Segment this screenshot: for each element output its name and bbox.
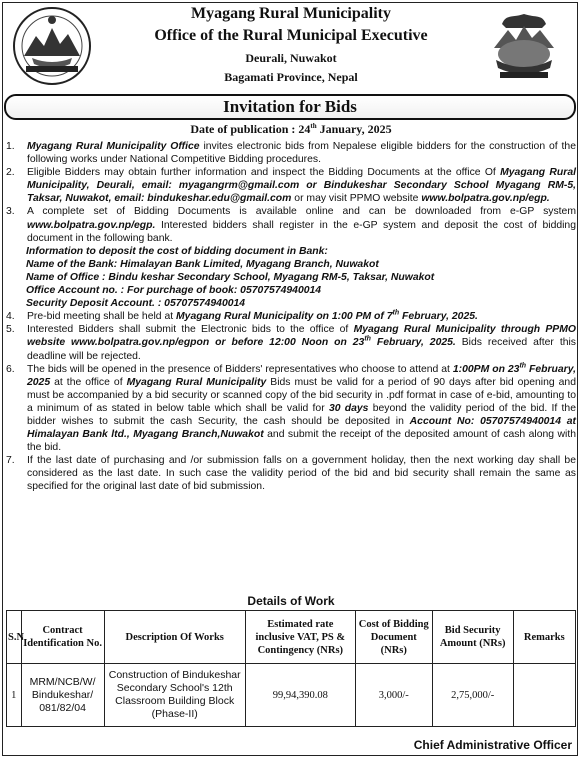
- list-item: 3. A complete set of Bidding Documents is available online and can be downloaded from e-GP system www.bolpatra.gov.np/egp. Interested bidders shall register in the e-GP system and deposit the cost of bidding document in the following bank.: [6, 206, 576, 244]
- province-line: Bagamati Province, Nepal: [224, 70, 358, 84]
- works-table: [6, 610, 576, 727]
- list-item: 4. Pre-bid meeting shall be held at Myagang Rural Municipality on 1:00 PM of 7th February, 2025.: [6, 309, 478, 323]
- title-banner: [4, 94, 576, 120]
- table-cell: [513, 664, 575, 727]
- column-header: S.N: [7, 611, 22, 664]
- table-cell: Construction of Bindukeshar Secondary School's 12th Classroom Building Block (Phase-II): [104, 664, 245, 727]
- letterhead: [0, 4, 582, 85]
- banner-title: Invitation for Bids: [223, 97, 357, 116]
- notice-body: [6, 140, 576, 494]
- signatory: Chief Administrative Officer: [413, 738, 572, 752]
- table-cell: 3,000/-: [355, 664, 432, 727]
- column-header: Remarks: [513, 611, 575, 664]
- address-line: Deurali, Nuwakot: [245, 51, 337, 65]
- column-header: Estimated rate inclusive VAT, PS & Contingency (NRs): [245, 611, 355, 664]
- list-item: 1. Myagang Rural Municipality Office invites electronic bids from Nepalese eligible bidders for the construction of the following works under National Competitive Bidding procedures.: [6, 141, 576, 166]
- table-cell: 99,94,390.08: [245, 664, 355, 727]
- column-header: Cost of Bidding Document (NRs): [355, 611, 432, 664]
- table-row: [7, 664, 576, 727]
- table-cell: 1: [7, 664, 22, 727]
- list-item: 6. The bids will be opened in the presence of Bidders' representatives who choose to attend at 1:00PM on 23th February, 2025 at the office of Myagang Rural Municipality Bids must be valid for a period of 90 days after bid opening and must be accompanied by a bid security or scanned copy of the bid security in .pdf format in case of e-bid, amounting to a minimum of as stated in below table which shall be valid for 30 days beyond the validity period of the bid. If the bidder wishes to submit the cash Security, the cash should be deposited in Account No: 05707574940014 at Himalayan Bank ltd., Myagang Branch,Nuwakot and submit the receipt of the deposited amount of cash along with the bid.: [6, 362, 577, 454]
- list-item: 5. Interested Bidders shall submit the Electronic bids to the office of Myagang Rural Municipality through PPMO website www.bolpatra.gov.np/egpon or before 12:00 Noon on 23th February, 2025. Bids received after this deadline will be rejected.: [6, 324, 576, 362]
- list-item: 7. If the last date of purchasing and /or submission falls on a government holiday, then the next working day shall be considered as the last date. In such case the validity period of the bid and bid security shall remain the same as specified for the original last date of bid submission.: [6, 455, 576, 493]
- column-header: Bid Security Amount (NRs): [432, 611, 513, 664]
- bank-details: Information to deposit the cost of bidding document in Bank: Name of the Bank: Himalayan Bank Limited, Myagang Branch, Nuwakot Name of Office : Bindu keshar Secondary School, Myagang RM-5, Taksar, Nuwakot Office Account no. : For purchage of book: 05707574940014 Security Deposit Account. : 05707574940014: [26, 245, 435, 310]
- column-header: Contract Identification No.: [21, 611, 104, 664]
- list-item: 2. Eligible Bidders may obtain further information and inspect the Bidding Documents at the office Of Myagang Rural Municipality, Deurali, email: myagangrm@gmail.com or Bindukeshar Secondary School Myagang RM-5, Taksar, Nuwakot, email: bindukeshar.edu@gmail.com or may visit PPMO website www.bolpatra.gov.np/egp.: [6, 167, 576, 205]
- table-cell: 2,75,000/-: [432, 664, 513, 727]
- publication-date: Date of publication : 24th January, 2025: [190, 122, 392, 136]
- office-name: Office of the Rural Municipal Executive: [154, 27, 428, 44]
- details-of-work-title: Details of Work: [247, 594, 335, 608]
- column-header: Description Of Works: [104, 611, 245, 664]
- municipality-name: Myagang Rural Municipality: [190, 5, 391, 22]
- table-cell: MRM/NCB/W/ Bindukeshar/ 081/82/04: [21, 664, 104, 727]
- table-header-row: [7, 611, 576, 664]
